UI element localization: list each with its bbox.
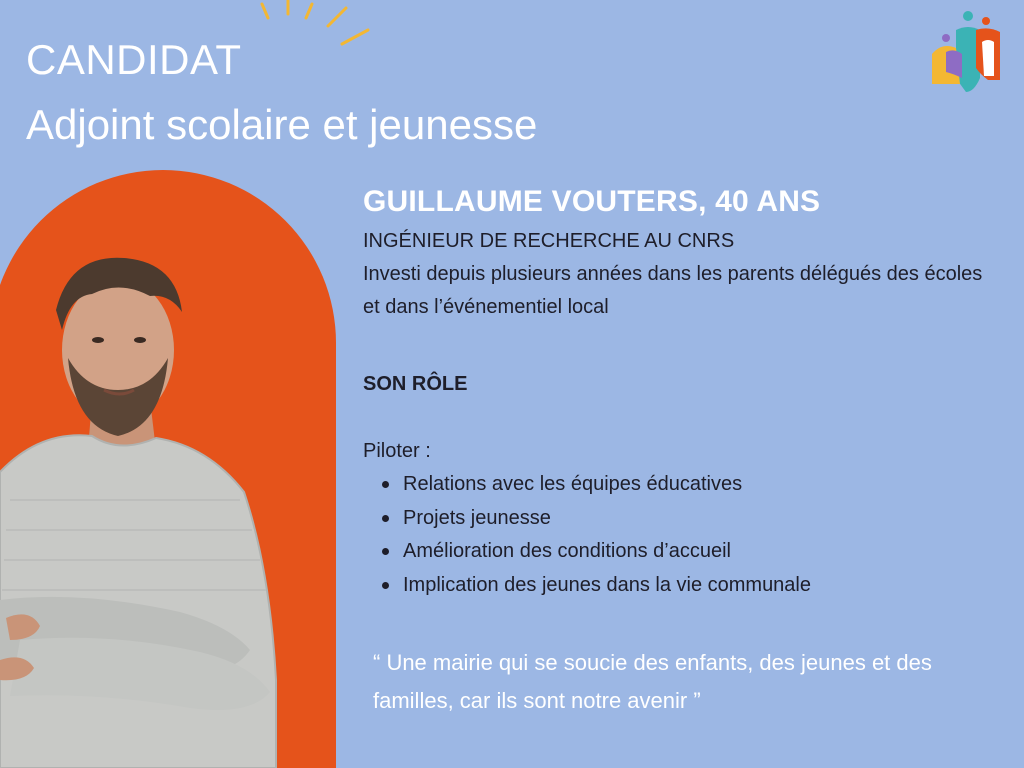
role-list: [363, 468, 811, 602]
list-item-text: Relations avec les équipes éducatives: [403, 473, 743, 495]
family-logo-icon: [926, 8, 1006, 98]
bullet-icon: [382, 548, 389, 555]
candidate-photo: [0, 240, 300, 768]
list-item-text: Amélioration des conditions d’accueil: [403, 540, 731, 562]
candidate-info: [363, 182, 1003, 324]
list-item: [363, 502, 811, 536]
candidate-name: GUILLAUME VOUTERS, 40 ANS: [363, 185, 821, 218]
list-item: [363, 468, 811, 502]
bullet-icon: [382, 515, 389, 522]
candidate-description: Investi depuis plusieurs années dans les parents délégués des écoles et dans l’événementiel local: [363, 263, 983, 318]
list-item-text: Projets jeunesse: [403, 506, 551, 529]
bullet-icon: [382, 582, 389, 589]
candidate-quote: “ Une mairie qui se soucie des enfants, des jeunes et des familles, car ils sont notre avenir ”: [373, 650, 932, 713]
candidate-job: INGÉNIEUR DE RECHERCHE AU CNRS: [363, 230, 735, 252]
candidate-role: Adjoint scolaire et jeunesse: [26, 101, 538, 148]
list-item: [363, 535, 811, 569]
role-intro: Piloter :: [363, 440, 431, 462]
bullet-icon: [382, 481, 389, 488]
header: [26, 34, 537, 154]
list-item: [363, 569, 811, 603]
list-item-text: Implication des jeunes dans la vie communale: [403, 573, 811, 596]
role-heading: SON RÔLE: [363, 373, 468, 395]
candidate-label: CANDIDAT: [26, 36, 242, 83]
